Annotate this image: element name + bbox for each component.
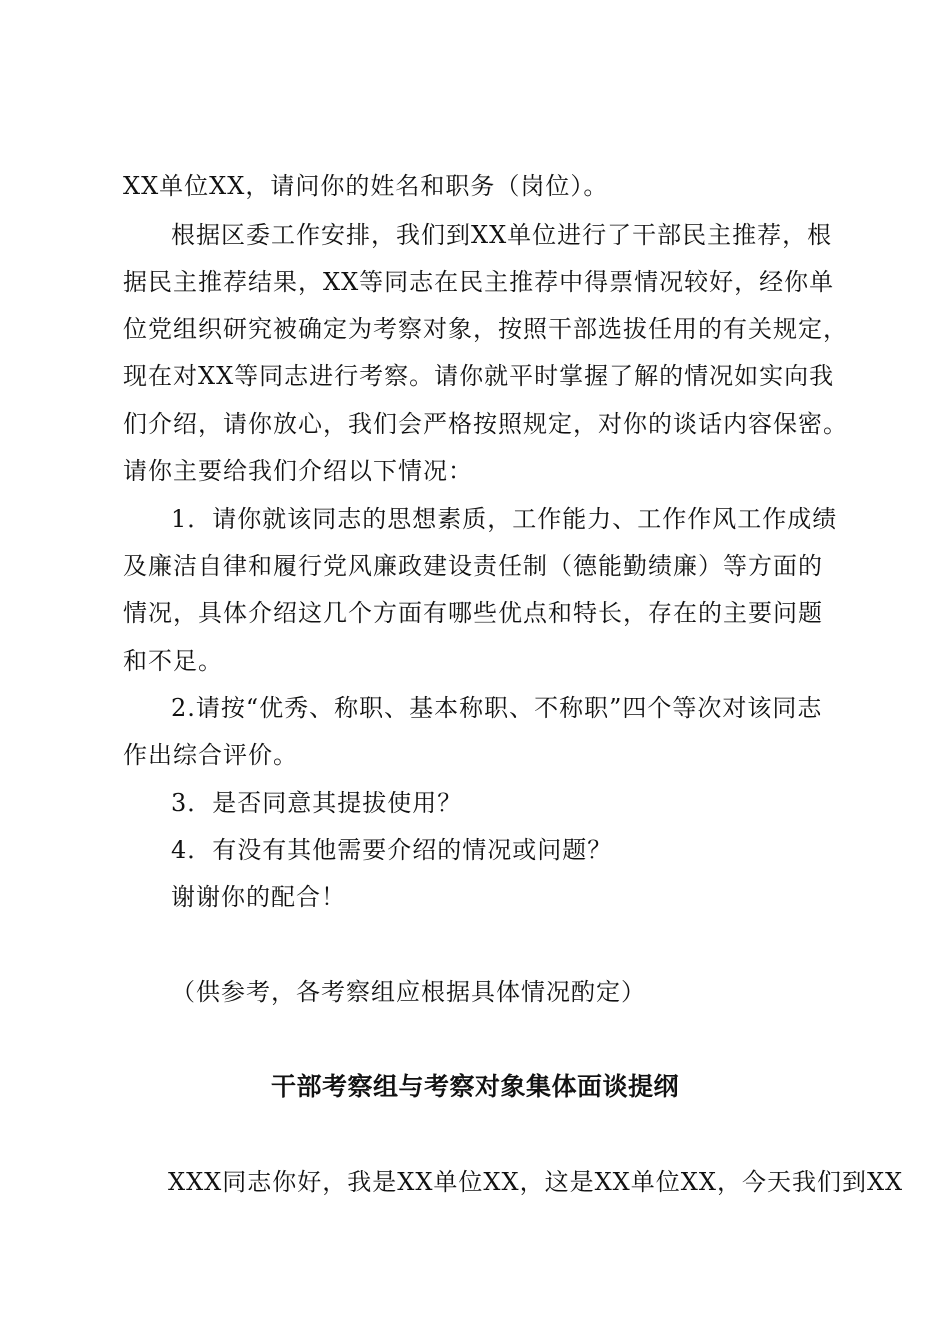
list-item-3: 3．是否同意其提拔使用？ [171,789,463,817]
list-item-4: 4．有没有其他需要介绍的情况或问题？ [171,836,613,864]
paragraph-line: 位党组织研究被确定为考察对象，按照干部选拔任用的有关规定， [123,315,848,343]
list-item-2: 2.请按“优秀、称职、基本称职、不称职”四个等次对该同志 [171,694,823,722]
list-item-1: 1．请你就该同志的思想素质，工作能力、工作作风工作成绩 [171,505,838,533]
paragraph-line: 情况，具体介绍这几个方面有哪些优点和特长，存在的主要问题 [123,599,823,627]
paragraph-line: 据民主推荐结果，XX等同志在民主推荐中得票情况较好，经你单 [123,268,835,296]
paragraph-line: XX单位XX，请问你的姓名和职务（岗位）。 [123,172,609,200]
paragraph-line: 请你主要给我们介绍以下情况： [123,457,473,485]
paragraph-line: 及廉洁自律和履行党风廉政建设责任制（德能勤绩廉）等方面的 [123,552,823,580]
paragraph-line: 作出综合评价。 [123,741,298,769]
paragraph-line: 和不足。 [123,647,223,675]
closing-line: 谢谢你的配合！ [171,883,346,911]
paragraph-line: 现在对XX等同志进行考察。请你就平时掌握了解的情况如实向我 [123,362,835,390]
reference-note: （供参考，各考察组应根据具体情况酌定） [171,978,646,1006]
paragraph-line: XXX同志你好，我是XX单位XX，这是XX单位XX，今天我们到XX [168,1168,904,1196]
paragraph-line: 根据区委工作安排，我们到XX单位进行了干部民主推荐，根 [171,221,833,249]
paragraph-line: 们介绍，请你放心，我们会严格按照规定，对你的谈话内容保密。 [123,410,848,438]
section-title: 干部考察组与考察对象集体面谈提纲 [270,1072,679,1101]
